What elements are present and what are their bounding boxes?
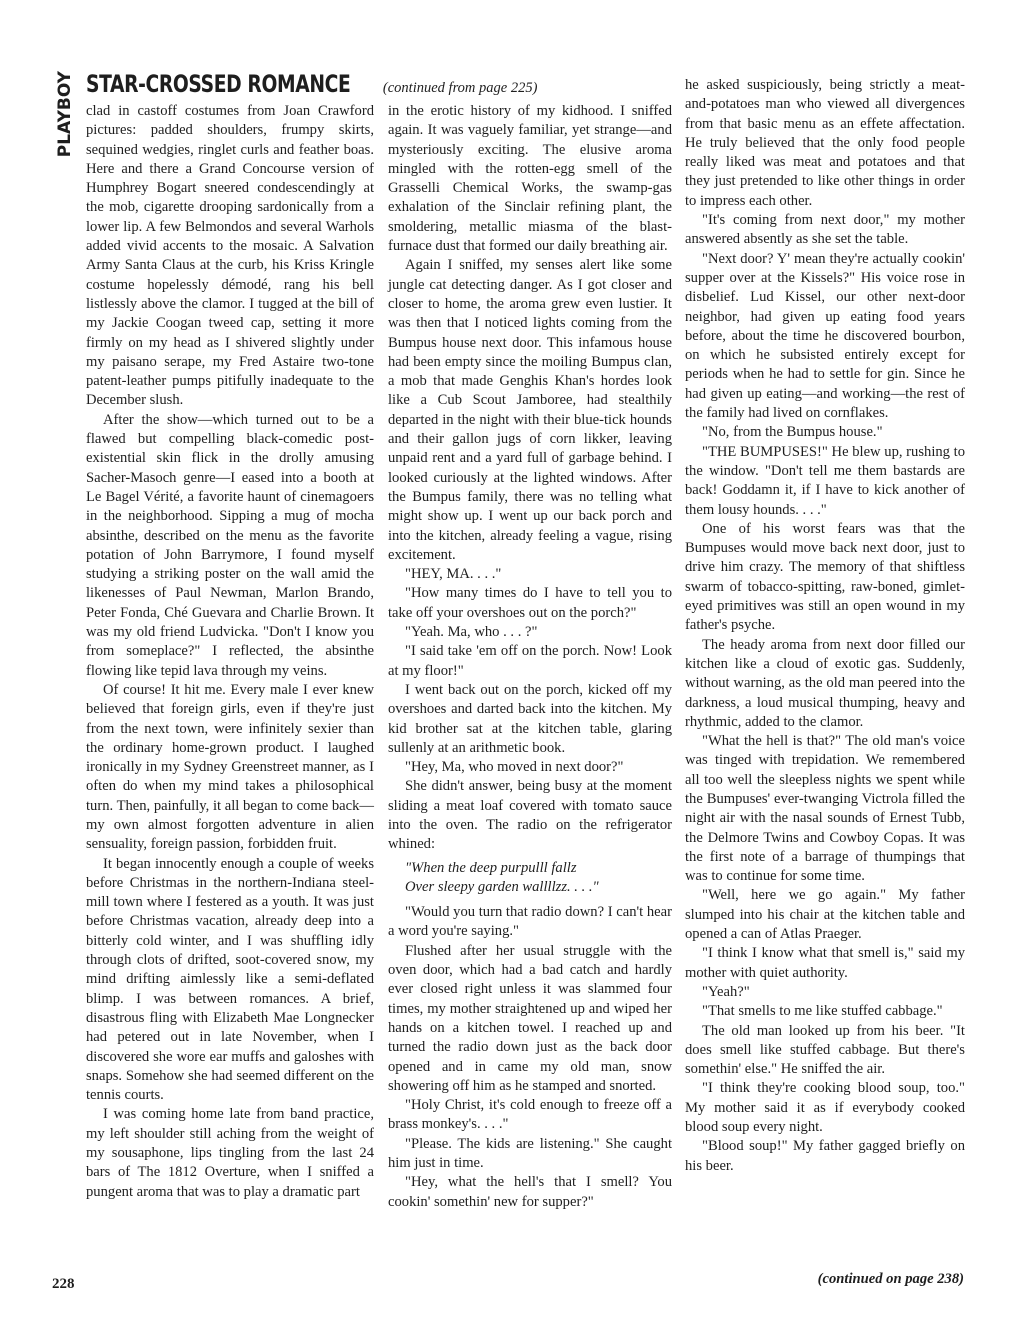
paragraph: "What the hell is that?" The old man's voice was tinged with trepidation. We remembered all too well the sleepless nights we spent while the Bumpuses' ever-twanging Victrola filled the night air with the nasal sounds of Ernest Tubb, the Delmore Twins and Cowboy Copas. It was the first note of a barrage of thumpings that was to continue for some time. <box>685 733 965 885</box>
paragraph: "Next door? Y' mean they're actually cookin' supper over at the Kissels?" His voice rose in disbelief. Lud Kissel, our other next-door neighbor, had given up eating food years before, about the time he discovered bourbon, on which he subsisted entirely except for periods when he had to settle for gin. Since he had given up eating—and working—the rest of the family had lived on cornflakes. <box>685 250 965 422</box>
paragraph: It began innocently enough a couple of weeks before Christmas in the northern-Indiana steel-mill town where I festered as a youth. It was just before Christmas vacation, already deep into a bitterly cold winter, and I was shuffling idly through clots of drifted, soot-covered snow, my mind drifting aimlessly like a semi-deflated blimp. I was between romances. A brief, disastrous fling with Elizabeth Mae Longnecker had petered out in late November, when I discovered she wore ear muffs and galoshes with snaps. Somehow she had seemed different on the tennis courts. <box>86 855 374 1104</box>
paragraph: "How many times do I have to tell you to take off your overshoes out on the porch?" <box>388 585 672 621</box>
paragraph: "Well, here we go again." My father slumped into his chair at the kitchen table and opened a can of Atlas Praeger. <box>685 887 965 943</box>
article-title: STAR-CROSSED ROMANCE <box>86 70 351 98</box>
paragraph: After the show—which turned out to be a flawed but compelling black-comedic post-existential skin flick in the drolly amusing Sacher-Masoch genre—I eased into a booth at Le Bagel Vérité, a favorite haunt of cinemagoers in the neighborhood. Sipping a mug of mocha absinthe, described on the menu as the favorite potation of John Barrymore, I found myself studying a striking poster on the wall amid the likenesses of Paul Newman, Marlon Brando, Peter Fonda, Ché Guevara and Charlie Brown. It was my old friend Ludvicka. "Don't I know you from someplace?" I reflected, the absinthe flowing like tepid lava through my veins. <box>86 411 374 679</box>
paragraph: "No, from the Bumpus house." <box>702 424 883 441</box>
paragraph: She didn't answer, being busy at the moment sliding a meat loaf covered with tomato sauce into the oven. The radio on the refrigerator whined: <box>388 778 672 853</box>
article-headline <box>86 70 656 106</box>
paragraph: I was coming home late from band practice, my left shoulder still aching from the weight of my sousaphone, lips tingling from the last 24 bars of The 1812 Overture, when I sniffed a pungent aroma that was to play a dramatic part <box>86 1106 374 1200</box>
paragraph: "Please. The kids are listening." She caught him just in time. <box>388 1135 672 1172</box>
paragraph: "When the deep purpulll fallz Over sleepy garden wallllzz. . . ." <box>405 859 599 895</box>
paragraph: Flushed after her usual struggle with the oven door, which had a bad catch and hardly ever closed right unless it was slammed four times, my mother straightened up and wiped her hands on a kitchen towel. I reached up and turned the radio down just as the back door opened and in came my old man, snow showering off him as he stamped and snorted. <box>388 942 672 1094</box>
paragraph: "Holy Christ, it's cold enough to freeze off a brass monkey's. . . ." <box>388 1097 672 1133</box>
paragraph: "Blood soup!" My father gagged briefly on his beer. <box>685 1138 965 1174</box>
magazine-name-label: PLAYBOY <box>55 71 75 158</box>
paragraph: "Yeah?" <box>702 983 750 1000</box>
paragraph: I went back out on the porch, kicked off my overshoes and darted back into the kitchen. My kid brother sat at the kitchen table, glaring sullenly at an arithmetic book. <box>388 681 672 756</box>
paragraph: "THE BUMPUSES!" He blew up, rushing to the window. "Don't tell me them bastards are back! Goddamn it, if I have to kick another of them lousy hounds. . . ." <box>685 443 965 518</box>
paragraph: "That smells to me like stuffed cabbage." <box>702 1003 943 1020</box>
continued-from-note: (continued from page 225) <box>382 80 538 96</box>
paragraph: "I think they're cooking blood soup, too." My mother said it as if everybody cooked blood soup every night. <box>685 1080 965 1136</box>
paragraph: "Hey, what the hell's that I smell? You cookin' somethin' new for supper?" <box>388 1174 672 1210</box>
paragraph: "Yeah. Ma, who . . . ?" <box>405 624 538 641</box>
paragraph: "Would you turn that radio down? I can't hear a word you're saying." <box>388 904 672 940</box>
paragraph: he asked suspiciously, being strictly a meat-and-potatoes man who viewed all divergences from that basic menu as an effete affectation. He truly believed that the only food people really liked was meat and potatoes and that they just pretended to like other things in order to impress each other. <box>685 77 965 209</box>
text-column-2 <box>388 102 672 1297</box>
page-number: 228 <box>52 1276 75 1292</box>
magazine-name-vertical <box>52 71 78 274</box>
paragraph: "Hey, Ma, who moved in next door?" <box>405 759 624 776</box>
text-column-3 <box>685 76 965 1296</box>
paragraph: Again I sniffed, my senses alert like some jungle cat detecting danger. As I got closer and closer to home, the aroma grew even lustier. It was then that I noticed lights coming from the Bumpus house next door. This infamous house had been empty since the moiling Bumpus clan, a mob that made Genghis Khan's hordes look like a Cub Scout Jamboree, had stealthily departed in the night with their blue-tick hounds and their gallon jugs of corn likker, leaving unpaid rent and a yard full of garbage behind. I looked curiously at the lighted windows. After the Bumpus family, there was no telling what might show up. I went up our back porch and into the kitchen, already feeling a vague, rising excitement. <box>388 257 672 563</box>
paragraph: "HEY, MA. . . ." <box>405 566 502 583</box>
continued-on-note: (continued on page 238) <box>817 1271 964 1287</box>
paragraph: The heady aroma from next door filled our kitchen like a cloud of exotic gas. Suddenly, without warning, as the old man peered into the darkness, a loud musical thumping, heavy and rhythmic, added to the clamor. <box>685 636 965 730</box>
paragraph: clad in castoff costumes from Joan Crawford pictures: padded shoulders, frumpy skirts, sequined wedgies, ringlet curls and feather boas. Here and there a Grand Concourse version of Humphrey Bogart sneered condescendingly at the mob, cigarette drooping sardonically from a lower lip. A few Belmondos and several Warhols added vivid accents to the mosaic. A Salvation Army Santa Claus at the curb, his Kriss Kringle costume hopelessly démodé, rang his bell listlessly above the clamor. I tugged at the bill of my Jackie Coogan tweed cap, setting it more firmly on my head as I shivered slightly under my paisano serape, my Fred Astaire two-tone patent-leather pumps pitifully inadequate to the December slush. <box>86 103 374 409</box>
paragraph: The old man looked up from his beer. "It does smell like stuffed cabbage. But there's somethin' else." He sniffed the air. <box>685 1022 965 1078</box>
paragraph: One of his worst fears was that the Bumpuses would move back next door, just to drive him crazy. The memory of that shiftless swarm of tobacco-spitting, raw-boned, gimlet-eyed primitives was still an open wound in my father's psyche. <box>685 520 965 634</box>
paragraph: Of course! It hit me. Every male I ever knew believed that foreign girls, even if they're just from the next town, were infinitely sexier than the ordinary home-grown product. I laughed ironically in my Sydney Greenstreet manner, as I often do when my mind takes a philosophical turn. Then, painfully, it all began to come back—my own almost forgotten adventure in alien sensuality, foreign passion, forbidden fruit. <box>86 681 374 853</box>
paragraph: "It's coming from next door," my mother answered absently as she set the table. <box>685 212 965 248</box>
paragraph: "I said take 'em off on the porch. Now! Look at my floor!" <box>388 643 672 679</box>
paragraph: in the erotic history of my kidhood. I sniffed again. It was vaguely familiar, yet strange—and mysteriously exciting. The elusive aroma mingled with the rotten-egg smell of the Grasselli Chemical Works, the swamp-gas exhalation of the Sinclair refining plant, the smoldering, metallic miasma of the blast-furnace dust that formed our daily breathing air. <box>388 103 672 255</box>
text-column-1 <box>86 102 374 1297</box>
paragraph: "I think I know what that smell is," said my mother with quiet authority. <box>685 945 965 981</box>
